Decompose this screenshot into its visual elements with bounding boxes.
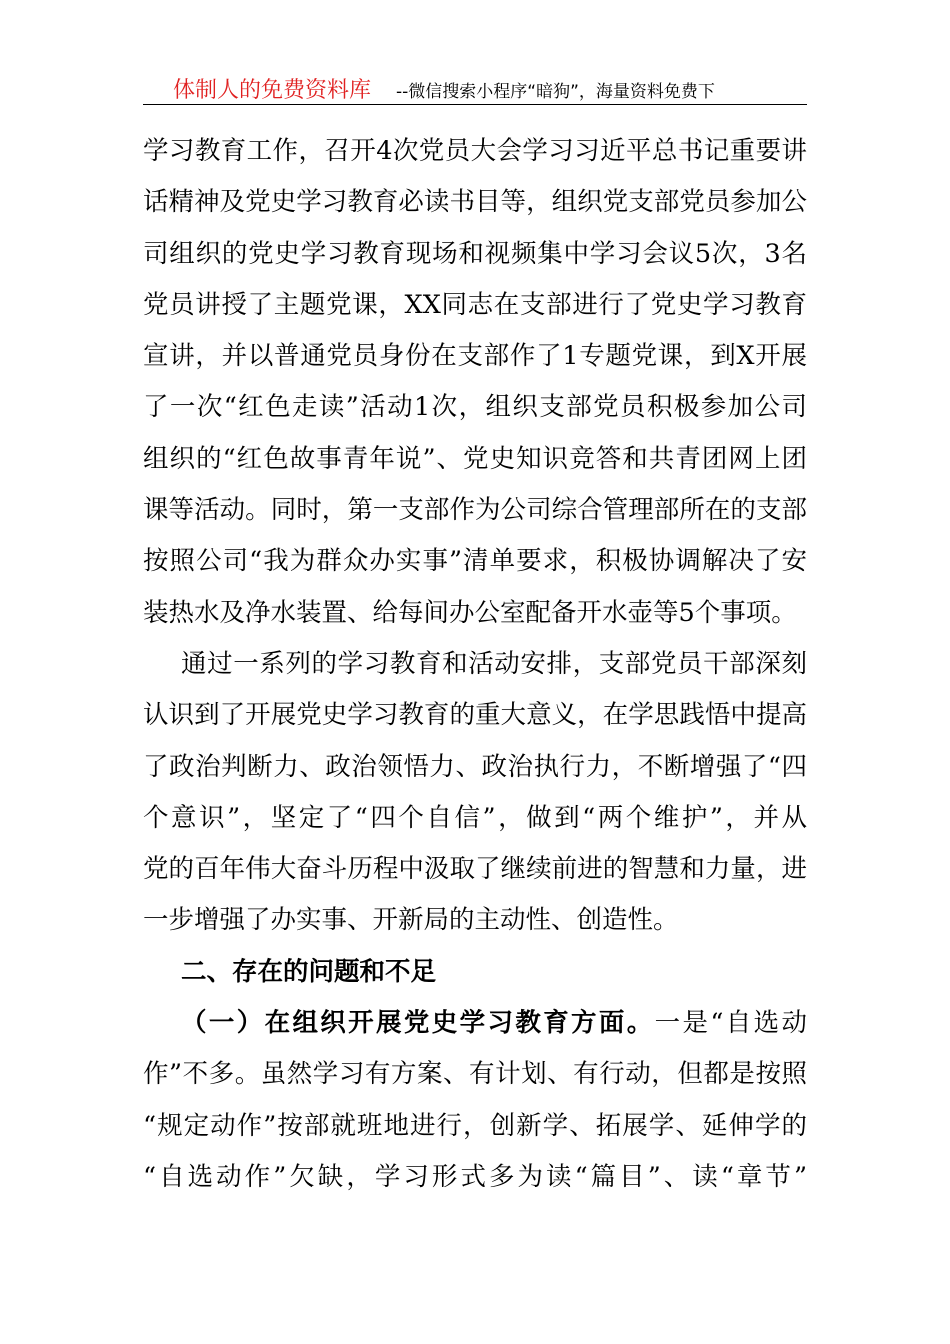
text-line: 一步增强了办实事、开新局的主动性、创造性。 (143, 905, 679, 936)
text-line: 学习教育工作，召开4次党员大会学习习近平总书记重要讲 (143, 136, 807, 166)
text-line: 认识到了开展党史学习教育的重大意义，在学思践悟中提高 (143, 700, 807, 731)
subsection-heading: （一）在组织开展党史学习教育方面。 (181, 1008, 655, 1039)
text-line: 按照公司“我为群众办实事”清单要求，积极协调解决了安 (143, 546, 807, 577)
text-line (143, 998, 807, 1049)
text-line: 宣讲，并以普通党员身份在支部作了1专题党课，到X开展 (143, 341, 807, 372)
text-line: 党的百年伟大奋斗历程中汲取了继续前进的智慧和力量，进 (143, 854, 807, 885)
text-line: 个意识”，坚定了“四个自信”，做到“两个维护”，并从 (143, 802, 807, 833)
text-line: 党员讲授了主题党课，XX同志在支部进行了党史学习教育 (143, 289, 807, 320)
page-header (143, 70, 807, 105)
text-line: 作”不多。虽然学习有方案、有计划、有行动，但都是按照 (143, 1059, 807, 1090)
header-tagline: --微信搜索小程序“暗狗”，海量资料免费下 (396, 82, 715, 102)
text-run: 一是“自选动 (654, 1008, 807, 1039)
document-body (143, 126, 807, 1203)
text-line: 了一次“红色走读”活动1次，组织支部党员积极参加公司 (143, 392, 807, 423)
text-line: 了政治判断力、政治领悟力、政治执行力，不断增强了“四 (143, 751, 807, 782)
text-line: 装热水及净水装置、给每间办公室配备开水壶等5个事项。 (143, 597, 797, 628)
text-line: “规定动作”按部就班地进行，创新学、拓展学、延伸学的 (143, 1110, 807, 1141)
text-line: 通过一系列的学习教育和活动安排，支部党员干部深刻 (181, 648, 807, 679)
header-brand: 体制人的免费资料库 (173, 78, 372, 103)
text-line: 司组织的党史学习教育现场和视频集中学习会议5次，3名 (143, 238, 807, 269)
text-line: 组织的“红色故事青年说”、党史知识竞答和共青团网上团 (143, 443, 807, 474)
paragraph-1 (143, 126, 807, 639)
text-line: “自选动作”欠缺，学习形式多为读“篇目”、读“章节” (143, 1161, 807, 1192)
paragraph-3 (143, 998, 807, 1203)
section-heading: 二、存在的问题和不足 (181, 956, 437, 987)
text-line: 话精神及党史学习教育必读书目等，组织党支部党员参加公 (143, 187, 807, 218)
text-line: 课等活动。同时，第一支部作为公司综合管理部所在的支部 (143, 495, 807, 526)
paragraph-2 (143, 639, 807, 947)
